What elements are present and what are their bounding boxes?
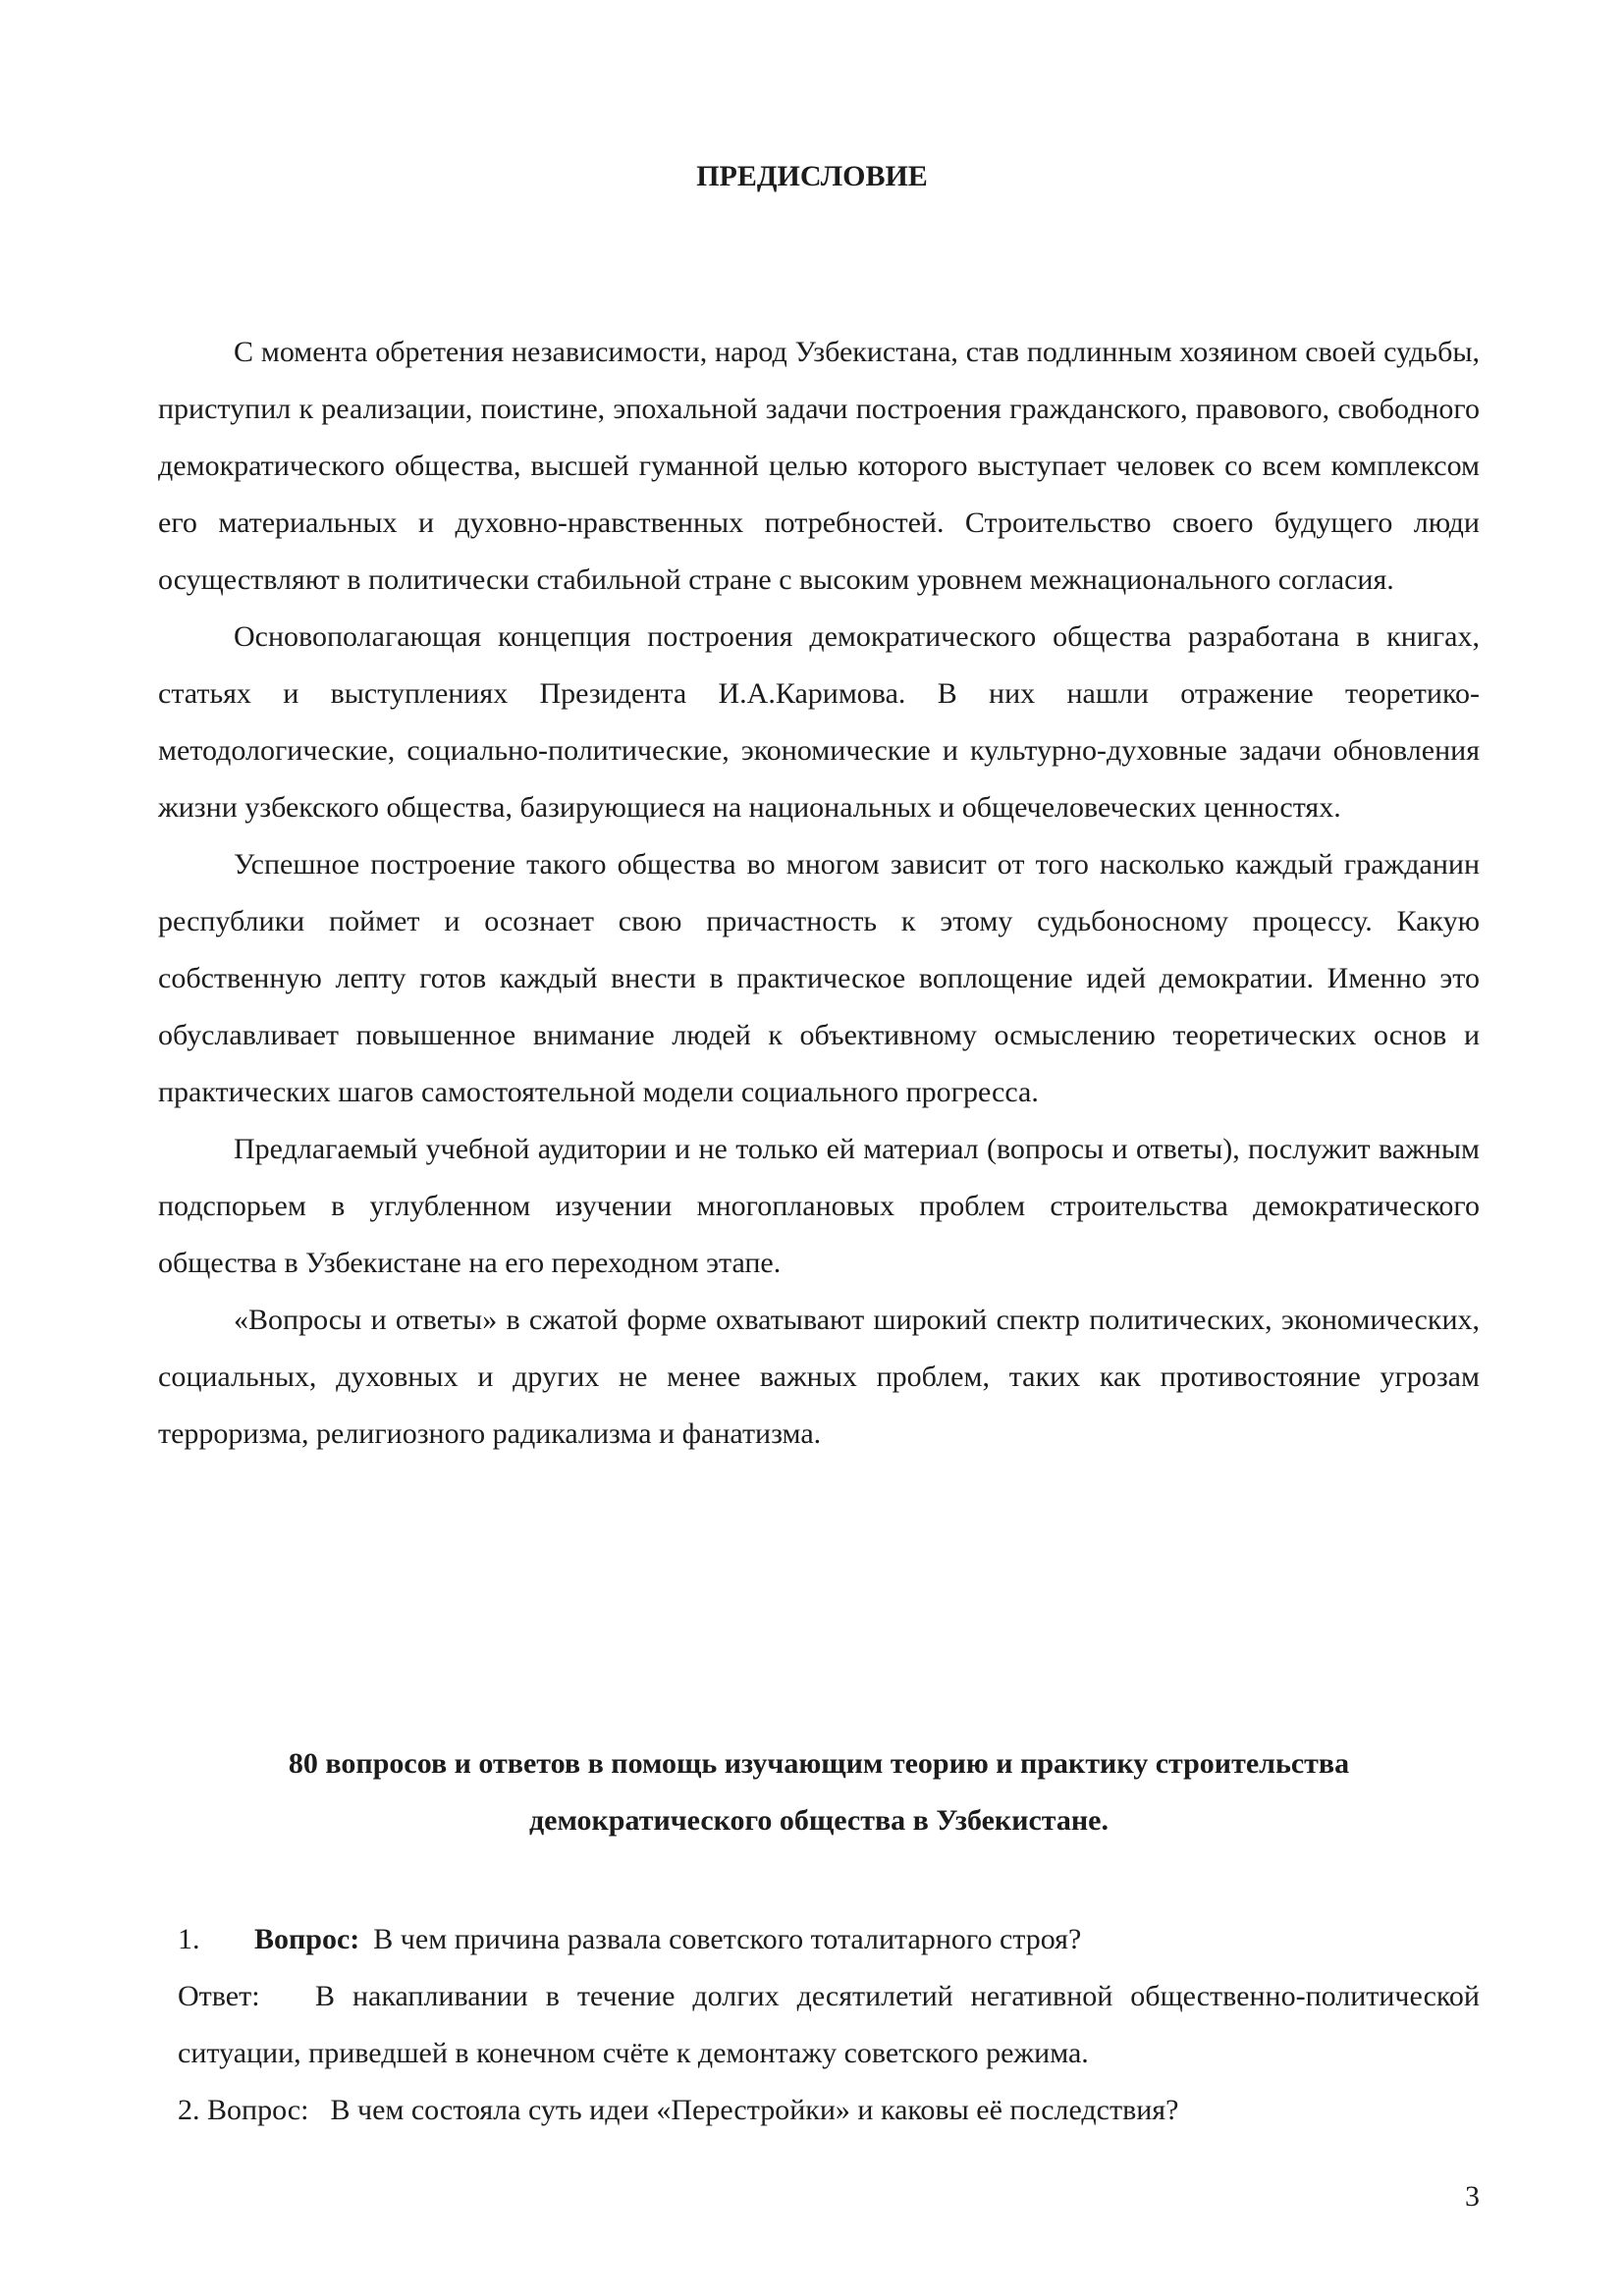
page-title: ПРЕДИСЛОВИЕ [696,160,928,192]
preface-paragraph-4: Предлагаемый учебной аудитории и не только ей материал (вопросы и ответы), послужит важным подспорьем в углубленном изучении многоплановых проблем строительства демократического общества в Узбекистане на его переходном этапе. [158,1133,1480,1279]
page-number: 3 [1465,2180,1480,2213]
preface-paragraph-5: «Вопросы и ответы» в сжатой форме охватывают широкий спектр политических, экономических, социальных, духовных и других не менее важных проблем, таких как противостояние угрозам терроризма, религиозного радикализма и фанатизма. [158,1304,1480,1450]
section-heading-line-1: 80 вопросов и ответов в помощь изучающим теорию и практику строительства [288,1747,1350,1780]
preface-paragraph-2: Основополагающая концепция построения демократического общества разработана в книгах, статьях и выступлениях Президента И.А.Каримова. В них нашли отражение теоретико-методологические, социально-политические, экономические и культурно-духовные задачи обновления жизни узбекского общества, базирующиеся на национальных и общечеловеческих ценностях. [158,620,1480,824]
preface-paragraph-1: С момента обретения независимости, народ Узбекистана, став подлинным хозяином своей судьбы, приступил к реализации, поистине, эпохальной задачи построения гражданского, правового, свободного демократического общества, высшей гуманной целью которого выступает человек со всем комплексом его материальных и духовно-нравственных потребностей. Строительство своего будущего люди осуществляют в политически стабильной стране с высоким уровнем межнационального согласия. [158,336,1480,596]
question-1-number: 1. [178,1923,200,1955]
section-heading-line-2: демократического общества в Узбекистане. [528,1804,1109,1837]
question-2-text: В чем состояла суть идеи «Перестройки» и каковы её последствия? [330,2094,1179,2126]
answer-1 [178,1968,1480,2082]
answer-1-text: В накапливании в течение долгих десятилетий негативной общественно-политической ситуации, приведшей в конечном счёте к демонтажу советского режима. [178,1980,1480,2069]
question-1 [178,1911,1480,1968]
preface-paragraph-3: Успешное построение такого общества во многом зависит от того насколько каждый гражданин республики поймет и осознает свою причастность к этому судьбоносному процессу. Какую собственную лепту готов каждый внести в практическое воплощение идей демократии. Именно это обуславливает повышенное внимание людей к объективному осмыслению теоретических основ и практических шагов самостоятельной модели социального прогресса. [158,848,1480,1108]
preface-body [158,324,1480,1463]
question-2 [178,2082,1480,2139]
question-1-label: Вопрос: [254,1923,360,1955]
question-2-label: 2. Вопрос: [178,2094,309,2126]
question-1-text: В чем причина развала советского тоталитарного строя? [373,1923,1082,1955]
answer-1-label: Ответ: [178,1980,260,2012]
section-heading [158,1735,1480,1849]
